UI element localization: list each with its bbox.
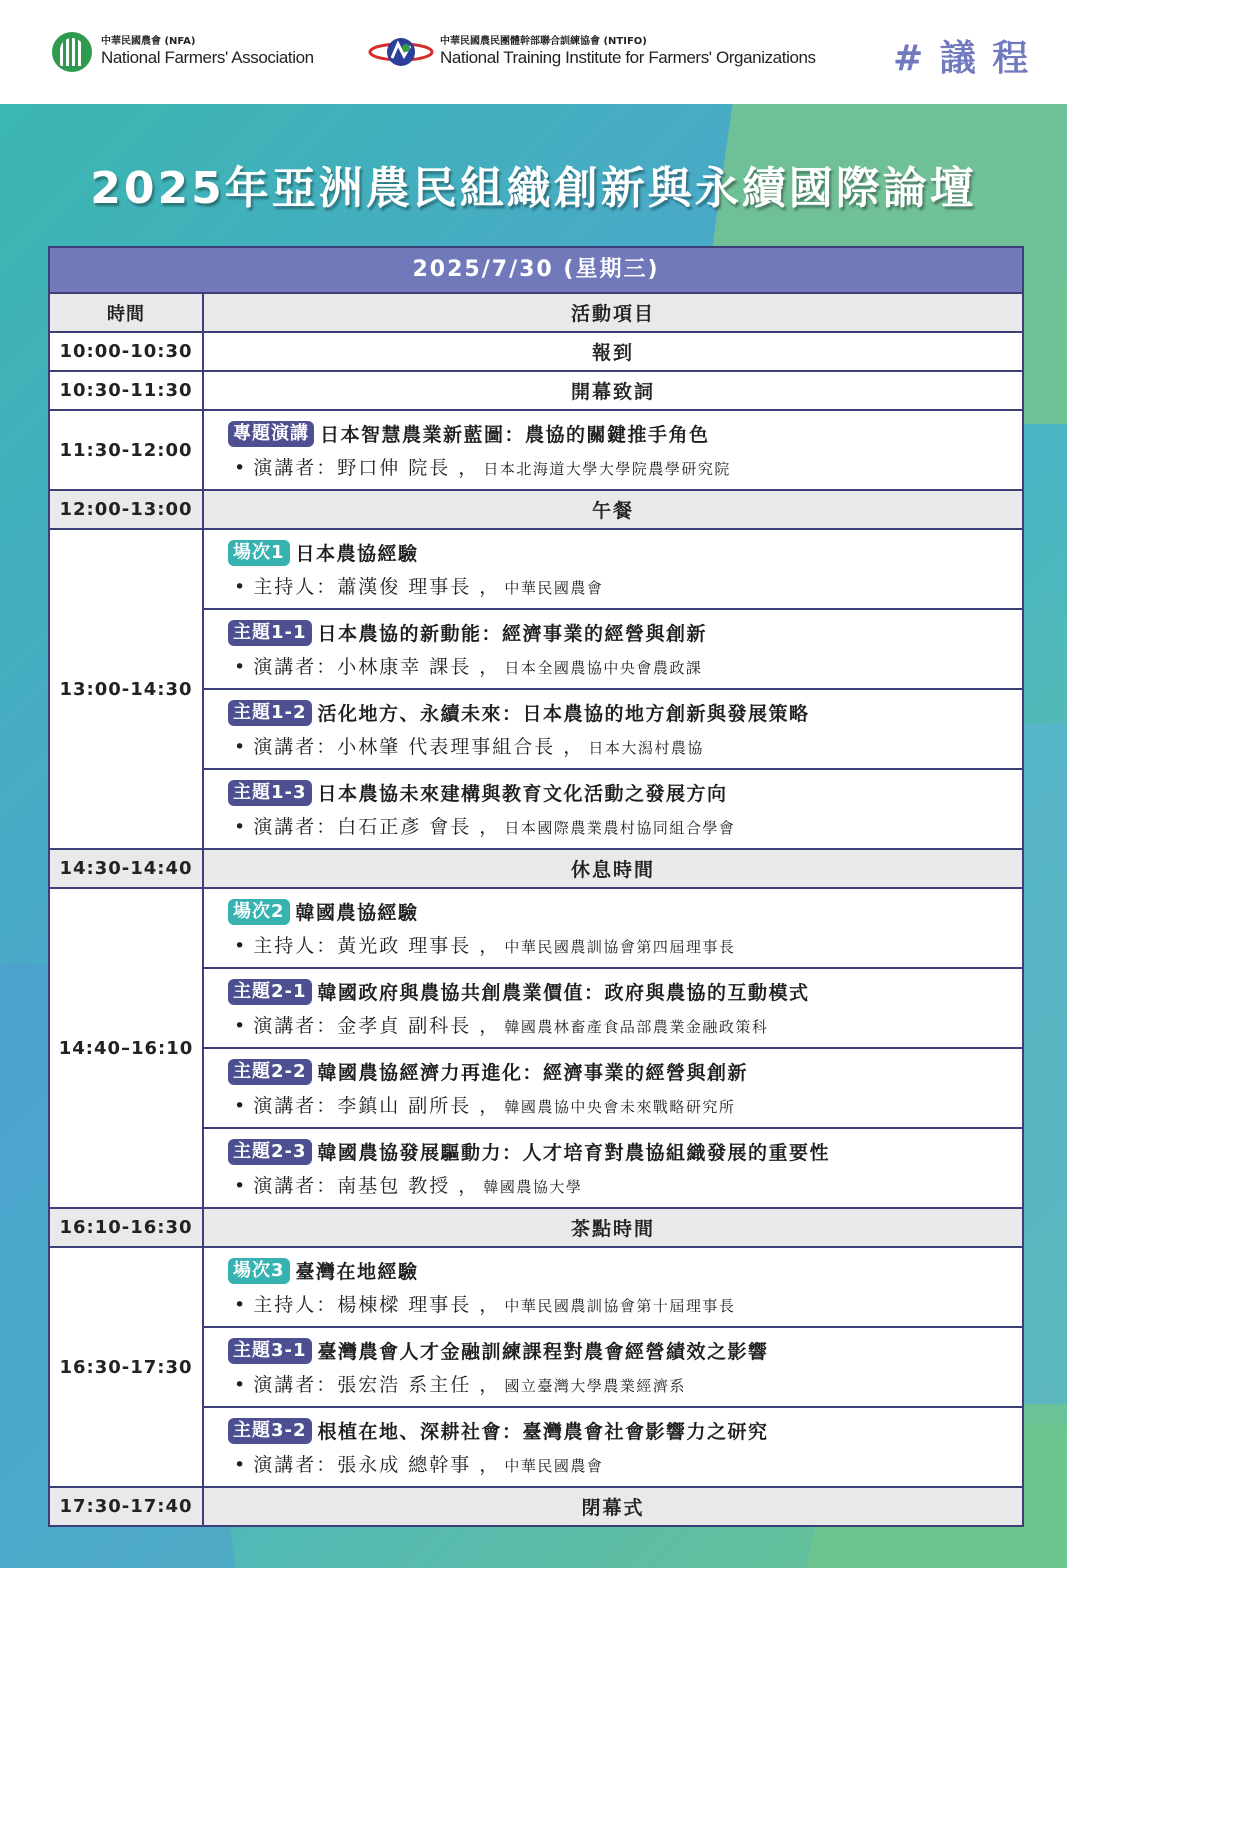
activity-cell: 午餐: [204, 491, 1022, 528]
table-row: [50, 530, 1022, 850]
table-header-row: [50, 294, 1022, 333]
table-row: [50, 889, 1022, 1209]
activity-cell: 休息時間: [204, 850, 1022, 887]
session-item: 場次1 日本農協經驗 • 主持人：蕭漢俊 理事長 ， 中華民國農會: [204, 530, 1022, 610]
session-title: 日本農協經驗: [295, 543, 419, 565]
organization: 日本全國農協中央會農政課: [504, 659, 703, 677]
time-cell: 10:00-10:30: [50, 333, 204, 370]
table-row: [50, 491, 1022, 530]
speaker: 演講者：張宏浩 系主任 ，: [253, 1374, 501, 1396]
activity-cell: 閉幕式: [204, 1488, 1022, 1525]
session-item: 主題2-3 韓國農協發展驅動力：人才培育對農協組織發展的重要性 • 演講者：南基包 教授 ， 韓國農協大學: [204, 1129, 1022, 1207]
keynote-session: 專題演講 日本智慧農業新藍圖：農協的關鍵推手角色 • 演講者：野口伸 院長 ， 日本北海道大學大學院農學研究院: [204, 411, 1022, 489]
organization: 韓國農協大學: [483, 1178, 583, 1196]
session-title: 韓國農協經驗: [295, 902, 419, 924]
nfa-name-en: National Farmers' Association: [101, 48, 314, 67]
session-tag: 主題3-1: [228, 1338, 312, 1364]
session-item: 主題2-2 韓國農協經濟力再進化：經濟事業的經營與創新 • 演講者：李鎮山 副所長 ， 韓國農協中央會未來戰略研究所: [204, 1049, 1022, 1129]
session-title: 日本農協的新動能：經濟事業的經營與創新: [317, 623, 708, 645]
activity-cell: 開幕致詞: [570, 381, 655, 403]
time-cell: 16:10-16:30: [50, 1209, 204, 1246]
time-cell: 14:40–16:10: [50, 889, 204, 1207]
organization: 中華民國農會: [504, 579, 604, 597]
time-cell: 10:30-11:30: [50, 372, 204, 409]
table-row: [50, 1248, 1022, 1488]
nfa-name-zh: 中華民國農會 (NFA): [101, 36, 196, 47]
organization: 國立臺灣大學農業經濟系: [504, 1377, 686, 1395]
session-tag: 主題2-1: [228, 979, 312, 1005]
session-tag: 主題1-1: [228, 620, 312, 646]
session-tag: 主題1-3: [228, 780, 312, 806]
session-item: 主題2-1 韓國政府與農協共創農業價值：政府與農協的互動模式 • 演講者：金孝貞 副科長 ， 韓國農林畜產食品部農業金融政策科: [204, 969, 1022, 1049]
session-item: 場次2 韓國農協經驗 • 主持人：黃光政 理事長 ， 中華民國農訓協會第四屆理事長: [204, 889, 1022, 969]
moderator: 主持人：楊棟樑 理事長 ，: [253, 1294, 501, 1316]
session-title: 臺灣在地經驗: [295, 1261, 419, 1283]
activity-cell: 報到: [591, 342, 634, 364]
session-title: 韓國政府與農協共創農業價值：政府與農協的互動模式: [317, 982, 810, 1004]
speaker: 演講者：金孝貞 副科長 ，: [253, 1015, 501, 1037]
agenda-hashtag: # 議 程: [893, 38, 1031, 79]
table-row: [50, 1488, 1022, 1525]
session-item: 主題3-2 根植在地、深耕社會：臺灣農會社會影響力之研究 • 演講者：張永成 總幹事 ， 中華民國農會: [204, 1408, 1022, 1486]
session-item: 場次3 臺灣在地經驗 • 主持人：楊棟樑 理事長 ， 中華民國農訓協會第十屆理事長: [204, 1248, 1022, 1328]
session-title: 根植在地、深耕社會：臺灣農會社會影響力之研究: [317, 1421, 769, 1443]
time-cell: 11:30-12:00: [50, 411, 204, 489]
speaker: 演講者：小林康幸 課長 ，: [253, 656, 501, 678]
session-item: 主題1-3 日本農協未來建構與教育文化活動之發展方向 • 演講者：白石正彥 會長 ， 日本國際農業農村協同組合學會: [204, 770, 1022, 848]
time-cell: 17:30-17:40: [50, 1488, 204, 1525]
session-tag: 場次1: [228, 540, 290, 566]
organization: 中華民國農會: [504, 1457, 604, 1475]
col-time-header: 時間: [50, 294, 204, 331]
session-tag: 場次3: [228, 1258, 290, 1284]
ntifo-logo: [368, 34, 816, 70]
time-cell: 12:00-13:00: [50, 491, 204, 528]
session-title: 活化地方、永續未來：日本農協的地方創新與發展策略: [317, 703, 810, 725]
speaker: 演講者：南基包 教授 ，: [253, 1175, 480, 1197]
session-title: 日本農協未來建構與教育文化活動之發展方向: [317, 783, 728, 805]
table-row: [50, 1209, 1022, 1248]
moderator: 主持人：黃光政 理事長 ，: [253, 935, 501, 957]
session-item: 主題1-1 日本農協的新動能：經濟事業的經營與創新 • 演講者：小林康幸 課長 ， 日本全國農協中央會農政課: [204, 610, 1022, 690]
ntifo-name-zh: 中華民國農民團體幹部聯合訓練協會 (NTIFO): [440, 36, 647, 47]
organization: 日本大潟村農協: [588, 739, 704, 757]
organization: 日本北海道大學大學院農學研究院: [483, 460, 731, 478]
session-title: 韓國農協經濟力再進化：經濟事業的經營與創新: [317, 1062, 749, 1084]
table-row: [50, 411, 1022, 491]
session-tag: 主題2-2: [228, 1059, 312, 1085]
table-row: [50, 850, 1022, 889]
organization: 中華民國農訓協會第四屆理事長: [504, 938, 736, 956]
session-tag: 主題2-3: [228, 1139, 312, 1165]
organization: 日本國際農業農村協同組合學會: [504, 819, 736, 837]
wheat-logo-icon: [52, 32, 92, 72]
ntifo-name-en: National Training Institute for Farmers' Organizations: [440, 48, 816, 67]
agenda-table: [48, 246, 1024, 1527]
session-title: 臺灣農會人才金融訓練課程對農會經營績效之影響: [317, 1341, 769, 1363]
col-activity-header: 活動項目: [204, 294, 1022, 331]
session-tag: 主題1-2: [228, 700, 312, 726]
session-title: 韓國農協發展驅動力：人才培育對農協組織發展的重要性: [317, 1142, 831, 1164]
speaker: 演講者：野口伸 院長 ，: [253, 457, 480, 479]
organization: 韓國農林畜產食品部農業金融政策科: [504, 1018, 769, 1036]
table-row: [50, 372, 1022, 411]
time-cell: 13:00-14:30: [50, 530, 204, 848]
speaker: 演講者：白石正彥 會長 ，: [253, 816, 501, 838]
session-item: 主題1-2 活化地方、永續未來：日本農協的地方創新與發展策略 • 演講者：小林肇 代表理事組合長 ， 日本大潟村農協: [204, 690, 1022, 770]
nfa-logo: [52, 32, 314, 72]
forum-title: 2025年亞洲農民組織創新與永續國際論壇: [90, 163, 977, 214]
speaker: 演講者：張永成 總幹事 ，: [253, 1454, 501, 1476]
date-header: 2025/7/30 (星期三): [50, 248, 1022, 294]
header-bar: [0, 0, 1067, 104]
session-title: 日本智慧農業新藍圖：農協的關鍵推手角色: [320, 424, 710, 446]
ntifo-emblem-icon: [368, 34, 434, 70]
moderator: 主持人：蕭漢俊 理事長 ，: [253, 576, 501, 598]
time-cell: 16:30-17:30: [50, 1248, 204, 1486]
organization: 中華民國農訓協會第十屆理事長: [504, 1297, 736, 1315]
time-cell: 14:30-14:40: [50, 850, 204, 887]
speaker: 演講者：小林肇 代表理事組合長 ，: [253, 736, 585, 758]
session-tag: 主題3-2: [228, 1418, 312, 1444]
activity-cell: 茶點時間: [204, 1209, 1022, 1246]
organization: 韓國農協中央會未來戰略研究所: [504, 1098, 736, 1116]
session-item: 主題3-1 臺灣農會人才金融訓練課程對農會經營績效之影響 • 演講者：張宏浩 系主任 ， 國立臺灣大學農業經濟系: [204, 1328, 1022, 1408]
session-tag: 專題演講: [228, 421, 314, 447]
speaker: 演講者：李鎮山 副所長 ，: [253, 1095, 501, 1117]
session-tag: 場次2: [228, 899, 290, 925]
table-row: [50, 333, 1022, 372]
